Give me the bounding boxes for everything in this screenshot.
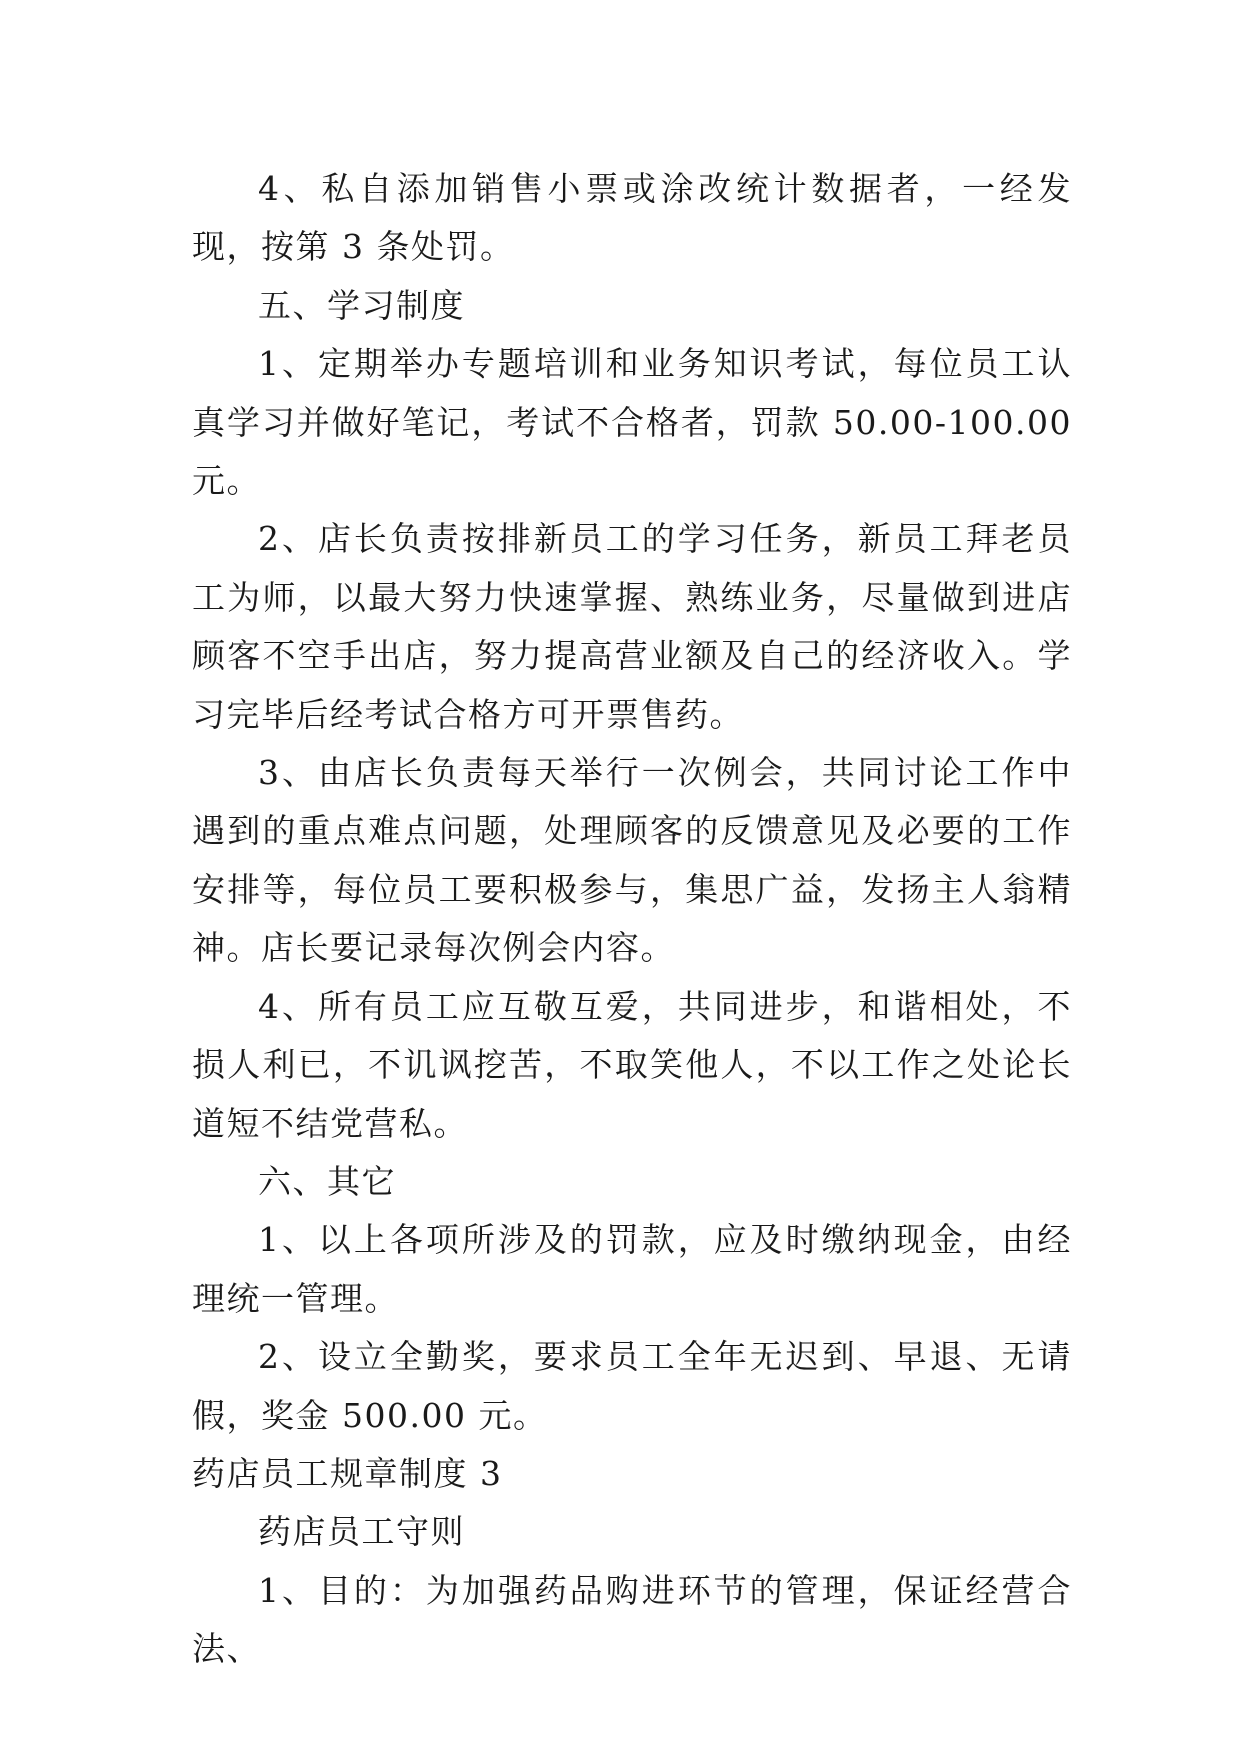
paragraph-other-1: 1、以上各项所涉及的罚款，应及时缴纳现金，由经理统一管理。 [192,1220,1072,1318]
paragraph-study-4: 4、所有员工应互敬互爱，共同进步，和谐相处，不损人利已，不讥讽挖苦，不取笑他人，不以工作之处论长道短不结党营私。 [192,986,1072,1143]
document-body [192,160,1072,1679]
paragraph-study-2: 2、店长负责按排新员工的学习任务，新员工拜老员工为师，以最大努力快速掌握、熟练业务，尽量做到进店顾客不空手出店，努力提高营业额及自己的经济收入。学习完毕后经考试合格方可开票售药。 [192,519,1072,734]
heading-other: 六、其它 [258,1161,396,1201]
paragraph-study-1: 1、定期举办专题培训和业务知识考试，每位员工认真学习并做好笔记，考试不合格者，罚款 50.00-100.00 元。 [192,344,1072,501]
heading-employee-code: 药店员工守则 [258,1512,465,1552]
paragraph-other-2: 2、设立全勤奖，要求员工全年无迟到、早退、无请假，奖金 500.00 元。 [192,1337,1072,1435]
heading-study-system: 五、学习制度 [258,285,465,325]
paragraph-code-1: 1、目的：为加强药品购进环节的管理，保证经营合法、 [192,1570,1072,1669]
section-title-rules-3: 药店员工规章制度 3 [192,1453,503,1493]
paragraph-rule-4-receipt: 4、私自添加销售小票或涂改统计数据者，一经发现，按第 3 条处罚。 [192,169,1072,267]
paragraph-study-3: 3、由店长负责每天举行一次例会，共同讨论工作中遇到的重点难点问题，处理顾客的反馈意见及必要的工作安排等，每位员工要积极参与，集思广益，发扬主人翁精神。店长要记录每次例会内容。 [192,753,1072,968]
